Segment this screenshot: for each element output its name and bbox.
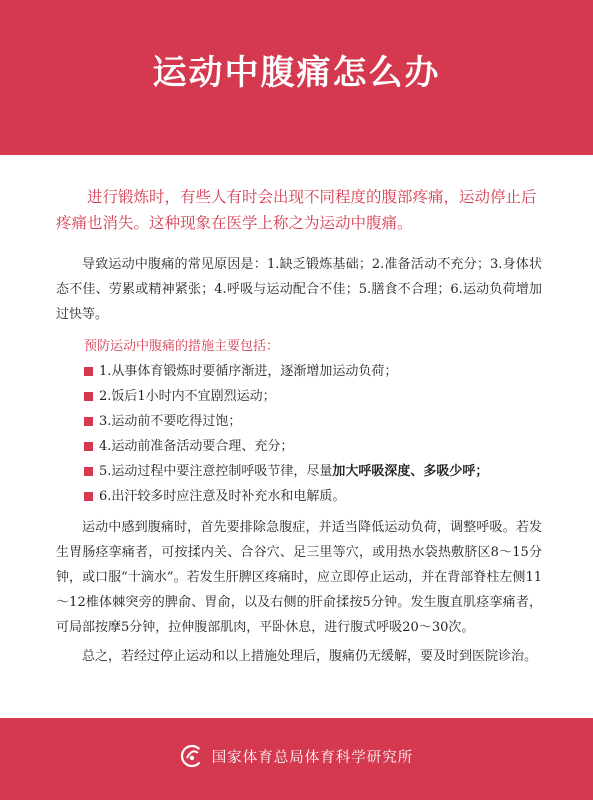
conclusion-paragraph: 总之，若经过停止运动和以上措施处理后，腹痛仍无缓解，要及时到医院诊治。 [82, 649, 538, 664]
header-banner [0, 0, 593, 155]
list-item [84, 359, 542, 384]
list-item [84, 434, 542, 459]
square-bullet-icon [84, 442, 93, 451]
article-body [56, 184, 542, 669]
emphasis-text: 加大呼吸深度、多吸少呼； [332, 464, 489, 479]
treatment-paragraph: 运动中感到腹痛时，首先要排除急腹症，并适当降低运动负荷，调整呼吸。若发生胃肠痉挛痛者，可按揉内关、合谷穴、足三里等穴，或用热水袋热敷脐区8～15分钟，或口服“十滴水”。若发生肝脾区疼痛时，应立即停止运动，并在背部脊柱左侧11～12椎体棘突旁的脾俞、胃俞，以及右侧的肝俞揉按5分钟。发生腹直肌痉挛痛者，可局部按摩5分钟，拉伸腹部肌肉，平卧休息，进行腹式呼吸20～30次。 [56, 520, 542, 635]
footer-banner [0, 718, 593, 800]
list-item [84, 409, 542, 434]
square-bullet-icon [84, 417, 93, 426]
square-bullet-icon [84, 367, 93, 376]
prevention-list [84, 359, 542, 509]
list-item [84, 484, 542, 509]
intro-paragraph: 进行锻炼时，有些人有时会出现不同程度的腹部疼痛，运动停止后疼痛也消失。这种现象在医学上称之为运动中腹痛。 [56, 188, 537, 232]
list-item [84, 384, 542, 409]
list-item-text-prefix: 5.运动过程中要注意控制呼吸节律，尽量 [99, 464, 333, 479]
causes-paragraph: 导致运动中腹痛的常见原因是：1.缺乏锻炼基础；2.准备活动不充分；3.身体状态不佳、劳累或精神紧张；4.呼吸与运动配合不佳；5.膳食不合理；6.运动负荷增加过快等。 [56, 257, 542, 322]
prevention-heading: 预防运动中腹痛的措施主要包括： [84, 339, 280, 354]
footer-brand [180, 744, 414, 768]
list-item-text: 2.饭后1小时内不宜剧烈运动； [99, 389, 276, 404]
institute-logo-icon [180, 744, 204, 768]
list-item-text: 6.出汗较多时应注意及时补充水和电解质。 [99, 489, 346, 504]
list-item [84, 459, 542, 484]
square-bullet-icon [84, 492, 93, 501]
list-item-text: 1.从事体育锻炼时要循序渐进，逐渐增加运动负荷； [99, 364, 398, 379]
list-item-text: 3.运动前不要吃得过饱； [99, 414, 242, 429]
list-item-text: 4.运动前准备活动要合理、充分； [99, 439, 294, 454]
organization-name: 国家体育总局体育科学研究所 [211, 749, 414, 766]
square-bullet-icon [84, 392, 93, 401]
list-item-text [99, 459, 488, 484]
page-title: 运动中腹痛怎么办 [152, 53, 441, 93]
square-bullet-icon [84, 467, 93, 476]
